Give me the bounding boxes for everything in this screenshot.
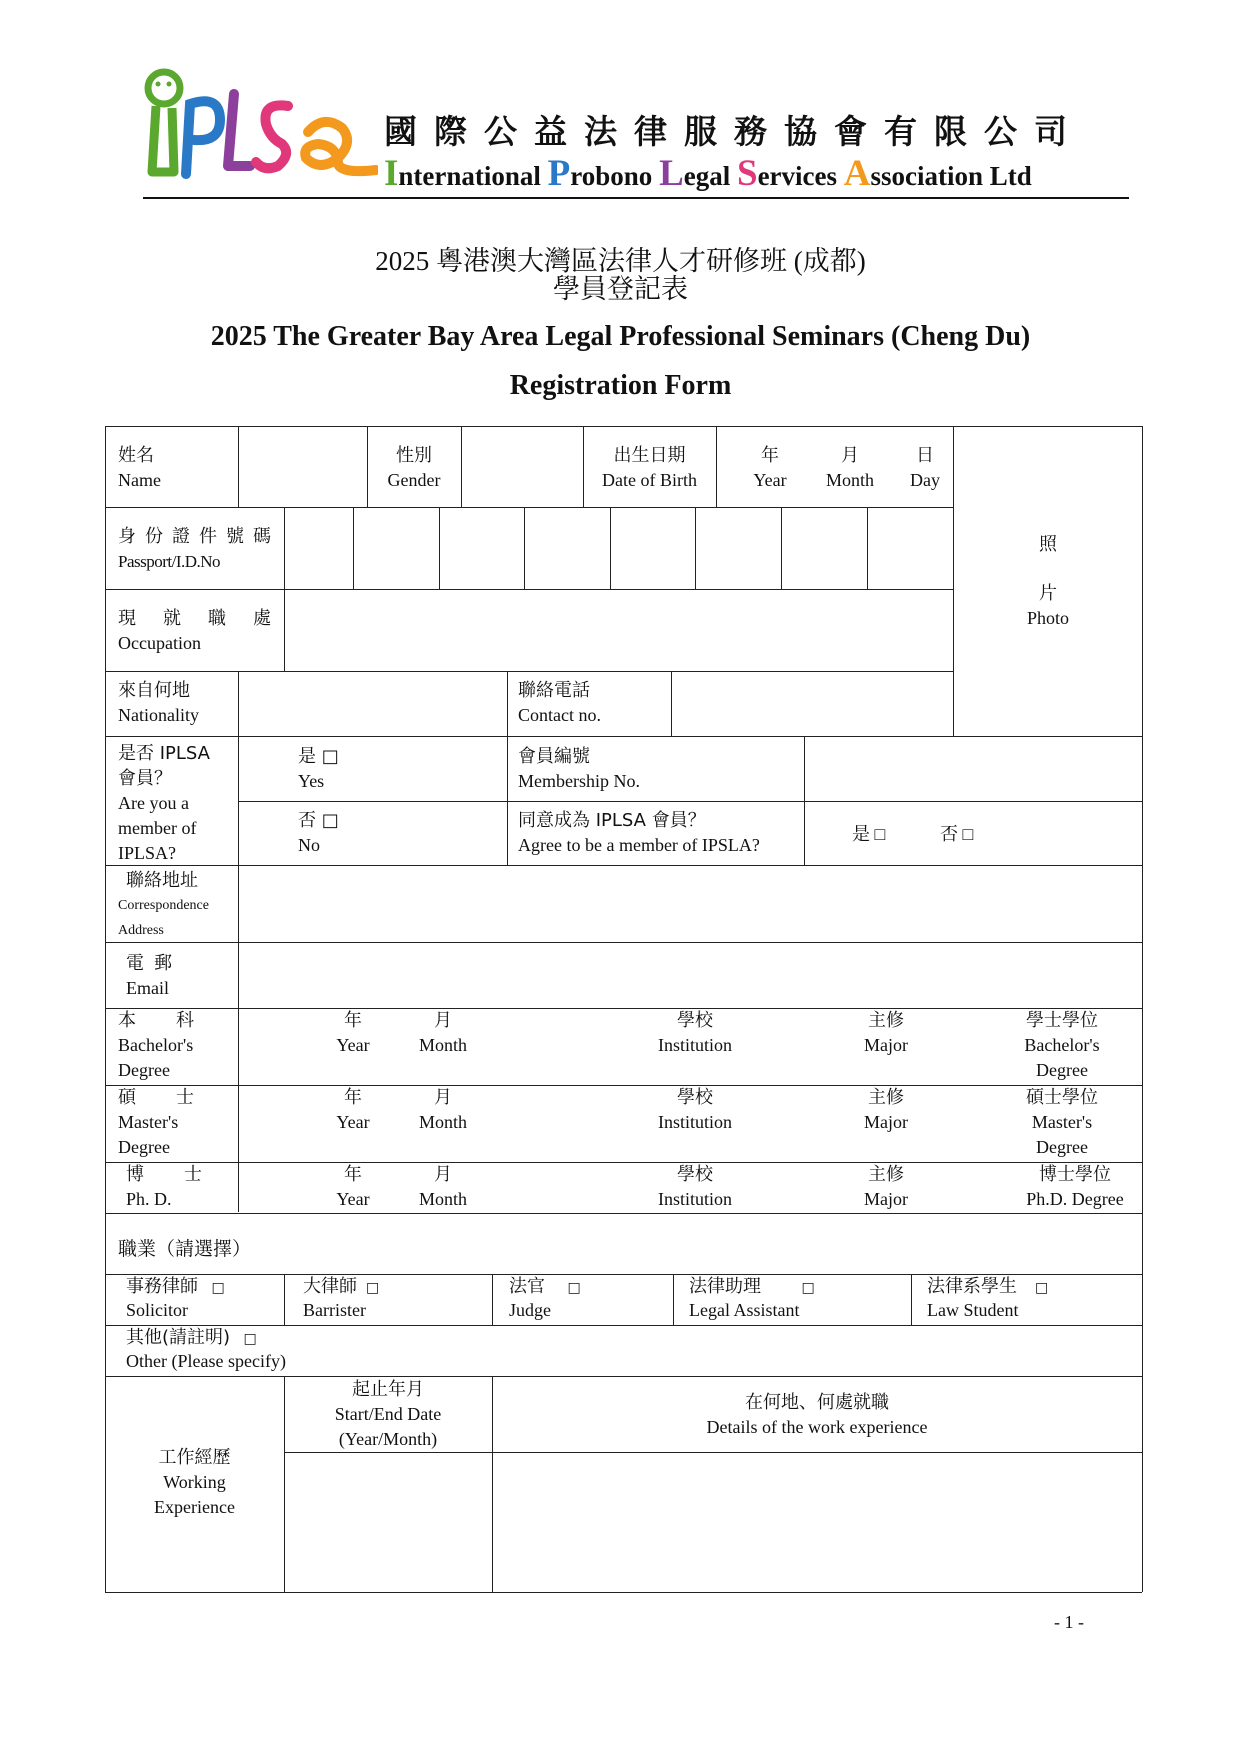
- bachelor-month-label: 月 Month: [418, 1010, 467, 1055]
- master-major-label: 主修 Major: [864, 1087, 908, 1132]
- page-number: - 1 -: [1054, 1612, 1084, 1632]
- photo-label: 照 片 Photo: [1026, 534, 1069, 628]
- profession-heading: 職業（請選擇）: [118, 1239, 252, 1260]
- judge-checkbox[interactable]: 法官 □ Judge: [509, 1276, 581, 1320]
- org-name-en-initial: S: [737, 153, 758, 194]
- bachelor-major-label: 主修 Major: [864, 1010, 908, 1055]
- nationality-label: 來自何地 Nationality: [118, 680, 199, 725]
- org-name-en-word: ervices: [757, 161, 844, 191]
- org-name-en-word: ssociation Ltd: [870, 161, 1032, 191]
- passport-label: 身份證件號碼 Passport/I.D.No: [118, 526, 280, 571]
- org-name-en-initial: P: [547, 153, 571, 194]
- work-details-label: 在何地、何處就職 Details of the work experience: [706, 1392, 928, 1437]
- passport-field[interactable]: [286, 509, 952, 588]
- org-name-zh: 國際公益法律服務協會有限公司: [384, 112, 1084, 151]
- phd-major-label: 主修 Major: [864, 1164, 908, 1209]
- barrister-checkbox[interactable]: 大律師 □ Barrister: [303, 1276, 380, 1320]
- agree-member-label: 同意成為 IPLSA 會員？ Agree to be a member of IPSLA?: [518, 810, 760, 855]
- start-end-date-label: 起止年月 Start/End Date (Year/Month): [334, 1379, 442, 1449]
- header-divider: [143, 197, 1129, 199]
- title-zh-line1: 2025 粵港澳大灣區法律人才研修班 (成都): [375, 246, 866, 276]
- email-label: 電郵 Email: [126, 953, 182, 998]
- contact-label: 聯絡電話 Contact no.: [518, 680, 601, 725]
- member-yes-checkbox[interactable]: 是 □ Yes: [298, 746, 339, 791]
- member-question-label: 是否 IPLSA 會員？ Are you a member of IPLSA?: [118, 743, 210, 863]
- work-date-field[interactable]: [286, 1454, 491, 1591]
- law-student-checkbox[interactable]: 法律系學生 □ Law Student: [927, 1276, 1049, 1320]
- phd-year-label: 年 Year: [336, 1164, 370, 1209]
- bachelor-institution-label: 學校 Institution: [657, 1010, 732, 1055]
- dob-month-label: 月 Month: [825, 445, 874, 490]
- name-field[interactable]: [240, 428, 366, 506]
- gender-label: 性別 Gender: [387, 445, 441, 490]
- master-degree-label: 碩士學位 Master's Degree: [1026, 1087, 1098, 1157]
- title-en-line1: 2025 The Greater Bay Area Legal Professional Seminars (Cheng Du): [210, 321, 1031, 352]
- member-no-checkbox[interactable]: 否 □ No: [298, 810, 339, 855]
- master-label: 碩士 Master's Degree: [118, 1087, 234, 1157]
- name-label: 姓名 Name: [118, 445, 161, 490]
- occupation-field[interactable]: [286, 591, 952, 670]
- bachelor-year-label: 年 Year: [336, 1010, 370, 1055]
- legal-assistant-checkbox[interactable]: 法律助理 □ Legal Assistant: [689, 1276, 815, 1320]
- membership-no-field[interactable]: [806, 738, 1141, 800]
- dob-year-label: 年 Year: [753, 445, 787, 490]
- membership-no-label: 會員編號 Membership No.: [518, 746, 640, 791]
- bachelor-label: 本科 Bachelor's Degree: [118, 1010, 234, 1080]
- phd-label: 博士 Ph. D.: [126, 1164, 242, 1209]
- address-label: 聯絡地址 Correspondence Address: [118, 870, 209, 938]
- org-name-en-word: nternational: [398, 161, 548, 191]
- work-details-field[interactable]: [494, 1454, 1141, 1591]
- org-name-en-initial: I: [384, 153, 399, 194]
- agree-no-checkbox[interactable]: 否 □: [940, 824, 974, 844]
- org-name-en-word: egal: [683, 161, 737, 191]
- nationality-field[interactable]: [240, 673, 506, 735]
- master-month-label: 月 Month: [418, 1087, 467, 1132]
- bachelor-degree-label: 學士學位 Bachelor's Degree: [1024, 1010, 1100, 1080]
- org-name-en: [384, 152, 1032, 195]
- phd-institution-label: 學校 Institution: [657, 1164, 732, 1209]
- title-en-line2: Registration Form: [509, 370, 732, 401]
- contact-field[interactable]: [673, 673, 952, 735]
- address-field[interactable]: [240, 867, 1141, 941]
- gender-field[interactable]: [463, 428, 582, 506]
- dob-day-label: 日 Day: [910, 445, 940, 490]
- phd-month-label: 月 Month: [418, 1164, 467, 1209]
- dob-label: 出生日期 Date of Birth: [602, 445, 697, 490]
- title-zh-line2: 學員登記表: [553, 274, 688, 304]
- org-name-en-initial: L: [659, 153, 684, 194]
- occupation-label: 現就職處 Occupation: [118, 608, 298, 653]
- agree-yes-checkbox[interactable]: 是 □: [852, 824, 886, 844]
- master-institution-label: 學校 Institution: [657, 1087, 732, 1132]
- phd-degree-label: 博士學位 Ph.D. Degree: [1026, 1164, 1124, 1209]
- work-experience-label: 工作經歷 Working Experience: [154, 1447, 235, 1517]
- other-checkbox[interactable]: 其他(請註明) □ Other (Please specify): [126, 1327, 286, 1371]
- org-name-en-initial: A: [843, 153, 871, 194]
- org-name-en-word: robono: [570, 161, 660, 191]
- iplsa-logo: [138, 54, 378, 194]
- solicitor-checkbox[interactable]: 事務律師 □ Solicitor: [126, 1276, 225, 1320]
- master-year-label: 年 Year: [336, 1087, 370, 1132]
- email-field[interactable]: [240, 944, 1141, 1007]
